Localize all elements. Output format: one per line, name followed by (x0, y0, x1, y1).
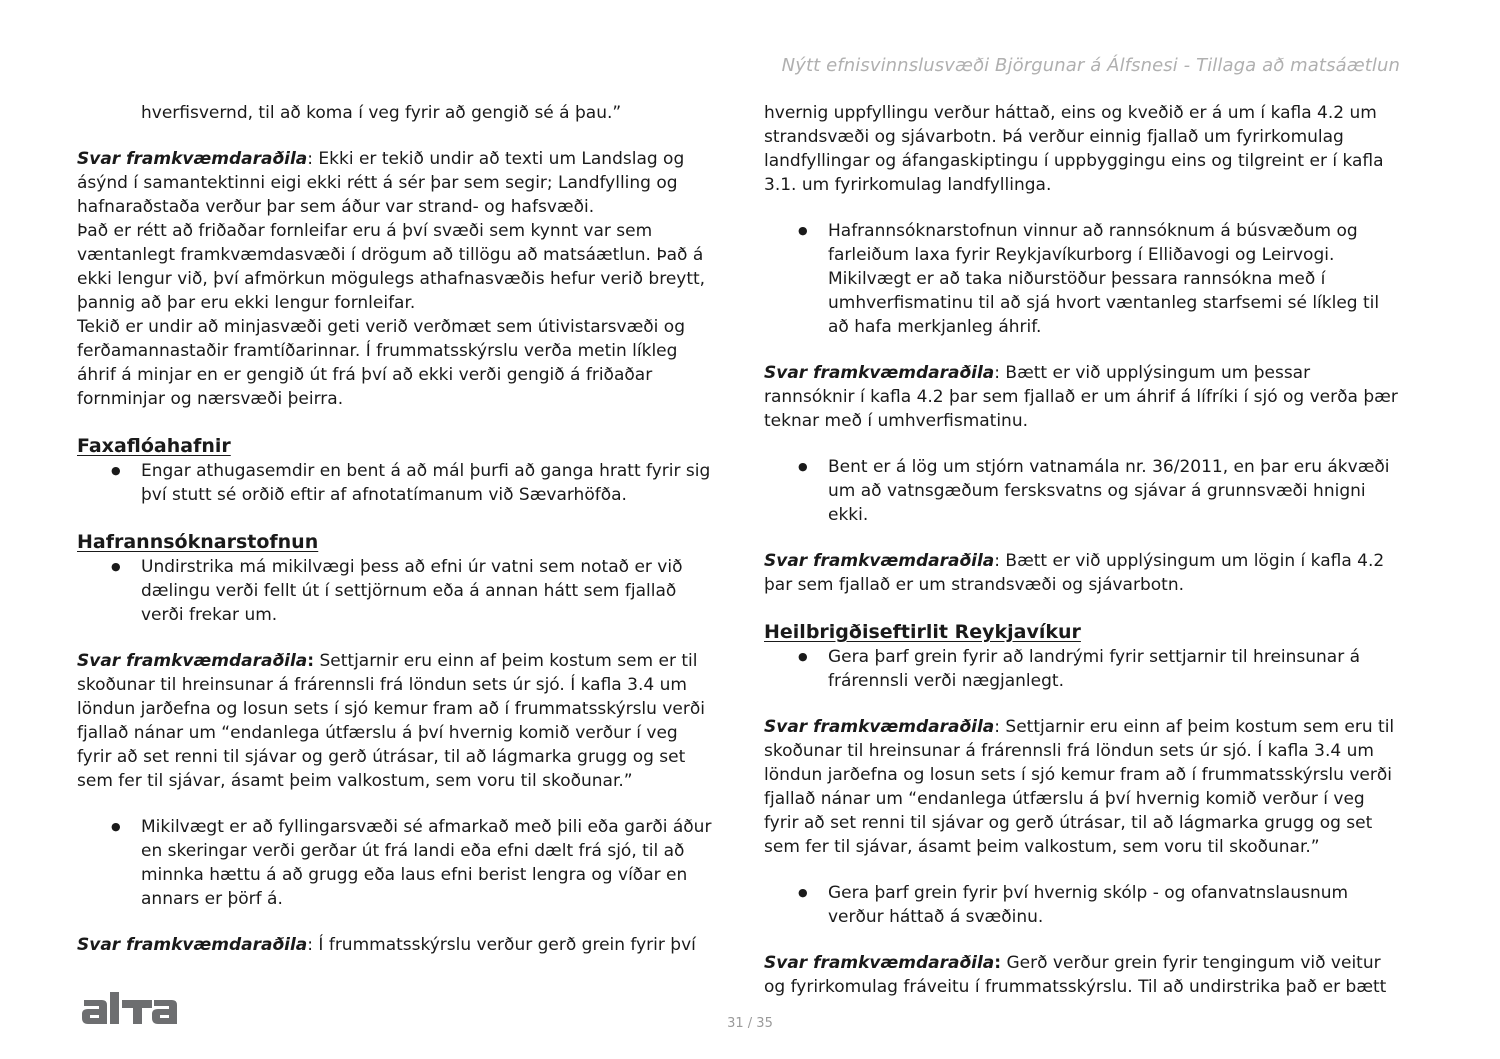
response-text: Settjarnir eru einn af þeim kostum sem er til skoðunar til hreinsunar á frárennsli frá löndun sets úr sjó. Í kafla 3.4 um löndun jarðefna og losun sets í sjó kemur fram að í frummatsskýrslu verði fjallað nánar um “endanlega útfærslu á því hvernig komið verður í veg fyrir að set renni til sjávar og gerð útrásar, til að lágmarka grugg og set sem fer til sjávar, ásamt þeim valkostum, sem voru til skoðunar.” (77, 651, 705, 791)
response-colon: : (994, 953, 1002, 973)
response-text: Gerð verður grein fyrir tengingum við veitur og fyrirkomulag fráveitu í frummatsskýrslu. Til að undirstrika það er bætt (764, 953, 1387, 997)
response-paragraph (77, 933, 717, 957)
response-label: Svar framkvæmdaraðila (764, 551, 995, 571)
continued-quote: hverfisvernd, til að koma í veg fyrir að gengið sé á þau.” (141, 103, 622, 123)
response-label: Svar framkvæmdaraðila (77, 935, 308, 955)
continued-paragraph: hvernig uppfyllingu verður háttað, eins og kveðið er á um í kafla 4.2 um strandsvæði og sjávarbotn. Þá verður einnig fjallað um fyrirkomulag landfyllingar og áfangaskiptingu í uppbyggingu eins og tilgreint er í kafla 3.1. um fyrirkomulag landfyllinga. (764, 103, 1384, 195)
response-paragraph (764, 361, 1404, 433)
response-colon: : (307, 651, 315, 671)
response-text: : Í frummatsskýrslu verður gerð grein fyrir því (307, 935, 696, 955)
bullet-item: ● Gera þarf grein fyrir því hvernig skólp - og ofanvatnslausnum verður háttað á svæðinu. (764, 881, 1404, 929)
response-text: : Bætt er við upplýsingum um lögin í kafla 4.2 þar sem fjallað er um strandsvæði og sjávarbotn. (764, 551, 1385, 595)
section-heading-heilbrigdiseftirlit: Heilbrigðiseftirlit Reykjavíkur (764, 621, 1081, 643)
response-text: : Bætt er við upplýsingum um þessar rannsóknir í kafla 4.2 þar sem fjallað er um áhrif á lífríki í sjó og verða þær teknar með í umhverfismatinu. (764, 363, 1398, 431)
response-text: : Settjarnir eru einn af þeim kostum sem eru til skoðunar til hreinsunar á frárennsli frá löndun sets úr sjó. Í kafla 3.4 um löndun jarðefna og losun sets í sjó kemur fram að í frummatsskýrslu verði fjallað nánar um “endanlega útfærslu á því hvernig komið verður í veg fyrir að set renni til sjávar og gerð útrásar, til að lágmarka grugg og set sem fer til sjávar, ásamt þeim valkostum, sem voru til skoðunar.” (764, 717, 1395, 857)
response-label: Svar framkvæmdaraðila (77, 149, 308, 169)
bullet-item: ● Undirstrika má mikilvægi þess að efni úr vatni sem notað er við dælingu verði fellt út í settjörnum eða á annan hátt sem fjallað verði frekar um. (77, 555, 717, 627)
response-paragraph (77, 649, 717, 793)
bullet-item: ● Hafrannsóknarstofnun vinnur að rannsóknum á búsvæðum og farleiðum laxa fyrir Reykjavíkurborg í Elliðavogi og Leirvogi. Mikilvægt er að taka niðurstöður þessara rannsókna með í umhverfismatinu til að sjá hvort væntanleg starfsemi sé líkleg til að hafa merkjanleg áhrif. (764, 219, 1404, 339)
bullet-item: ● Bent er á lög um stjórn vatnamála nr. 36/2011, en þar eru ákvæði um að vatnsgæðum fersksvatns og sjávar á grunnsvæði hnigni ekki. (764, 455, 1404, 527)
response-paragraph (764, 715, 1404, 859)
response-text: : Ekki er tekið undir að texti um Landslag og ásýnd í samantektinni eigi ekki rétt á sér þar sem segir; Landfylling og hafnaraðstaða verður þar sem áður var strand- og hafsvæði. (77, 149, 685, 217)
bullet-item: ● Engar athugasemdir en bent á að mál þurfi að ganga hratt fyrir sig því stutt sé orðið eftir af afnotatímanum við Sævarhöfða. (77, 459, 717, 507)
response-label: Svar framkvæmdaraðila (764, 717, 995, 737)
response-paragraph (764, 951, 1404, 999)
section-heading-faxafloahafnir: Faxaflóahafnir (77, 435, 231, 457)
response-paragraph (77, 147, 717, 219)
running-header: Nýtt efnisvinnslusvæði Björgunar á Álfsnesi - Tillaga að matsáætlun (781, 55, 1400, 76)
paragraph: Það er rétt að friðaðar fornleifar eru á því svæði sem kynnt var sem væntanlegt framkvæmdasvæði í drögum að tillögu að matsáætlun. Það á ekki lengur við, því afmörkun mögulegs athafnasvæðis hefur verið breytt, þannig að þar eru ekki lengur fornleifar. (77, 221, 706, 313)
response-label: Svar framkvæmdaraðila (764, 953, 995, 973)
page-number: 31 / 35 (727, 1016, 773, 1031)
section-heading-hafrannsoknarstofnun: Hafrannsóknarstofnun (77, 531, 319, 553)
bullet-item: ● Gera þarf grein fyrir að landrými fyrir settjarnir til hreinsunar á frárennsli verði nægjanlegt. (764, 645, 1404, 693)
bullet-item: ● Mikilvægt er að fyllingarsvæði sé afmarkað með þili eða garði áður en skeringar verði gerðar út frá landi eða efni dælt frá sjó, til að minnka hættu á að grugg eða laus efni berist lengra og víðar en annars er þörf á. (77, 815, 717, 911)
response-paragraph (764, 549, 1404, 597)
right-column (764, 101, 1404, 999)
response-label: Svar framkvæmdaraðila (77, 651, 308, 671)
left-column (77, 101, 717, 957)
paragraph: Tekið er undir að minjasvæði geti verið verðmæt sem útivistarsvæði og ferðamannastaðir framtíðarinnar. Í frummatsskýrslu verða metin líkleg áhrif á minjar en er gengið út frá því að ekki verði gengið á friðaðar fornminjar og nærsvæði þeirra. (77, 317, 685, 409)
response-label: Svar framkvæmdaraðila (764, 363, 995, 383)
